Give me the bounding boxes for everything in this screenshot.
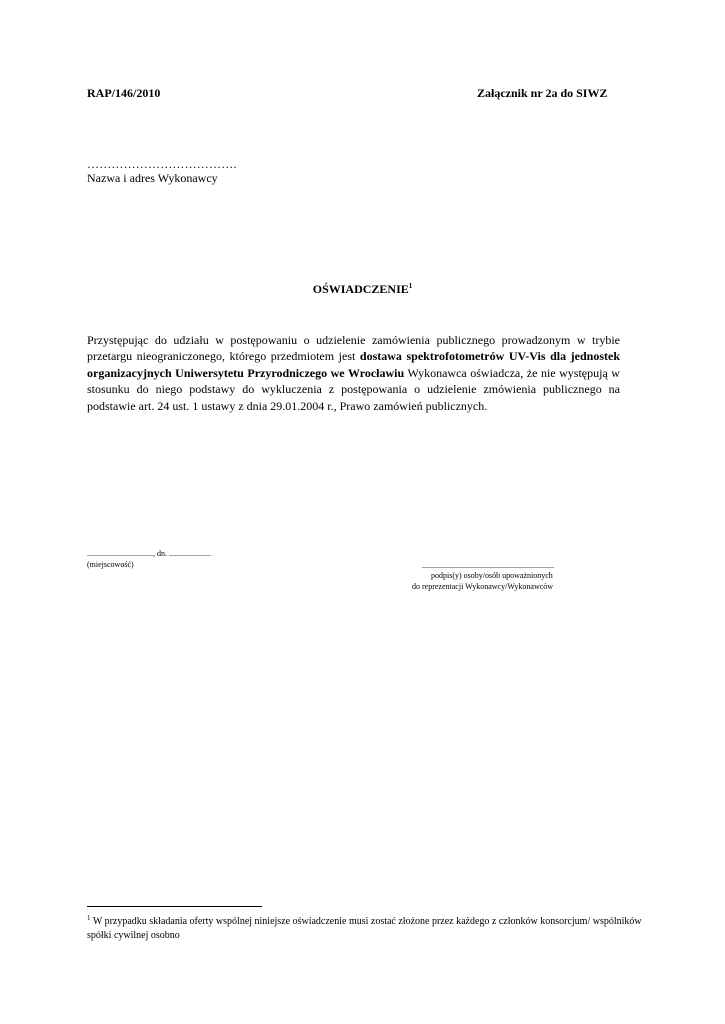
declaration-subject: dostawa spektrofotometrów UV-Vis dla jednostek organizacyjnych Uniwersytetu Przyrodniczego we Wrocławiu (87, 349, 621, 380)
place-label: (miejscowość) (87, 560, 134, 569)
attachment-label: Załącznik nr 2a do SIWZ (477, 86, 608, 100)
footnote (87, 912, 647, 942)
footnote-separator (87, 906, 262, 907)
document-reference: RAP/146/2010 (87, 86, 161, 100)
document-title (0, 282, 725, 297)
declaration-text-part2: Wykonawca oświadcza, że nie występują w stosunku do niego podstawy do wykluczenia z postępowania o udzielenie zmówienia publicznego na podstawie art. 24 ust. 1 ustawy z dnia 29.01.2004 r., Prawo zamówień publicznych. (87, 365, 620, 413)
document-title-text: OŚWIADCZENIE (312, 282, 409, 296)
declaration-paragraph (87, 332, 620, 414)
title-footnote-mark: 1 (408, 282, 413, 290)
footnote-text: W przypadku składania oferty wspólnej niniejsze oświadczenie musi zostać złożone przez każdego z członków konsorcjum/ wspólników spółki cywilnej osobno (87, 916, 642, 941)
declaration-text-part1: Przystępując do udziału w postępowaniu o udzielenie zamówienia publicznego prowadzonym w trybie przetargu nieograniczonego, którego przedmiotem jest (87, 333, 620, 364)
signature-label-line2: do reprezentacji Wykonawcy/Wykonawców (412, 582, 554, 591)
footnote-mark: 1 (87, 914, 91, 922)
place-date-line: ................................., dn. ..................... (87, 549, 211, 558)
contractor-name-label: Nazwa i adres Wykonawcy (87, 171, 218, 185)
signature-label-line1: podpis(y) osoby/osób upoważnionych (431, 571, 553, 580)
signature-line: .................................................................. (422, 561, 554, 570)
contractor-name-placeholder: ………………………………. (87, 157, 237, 171)
